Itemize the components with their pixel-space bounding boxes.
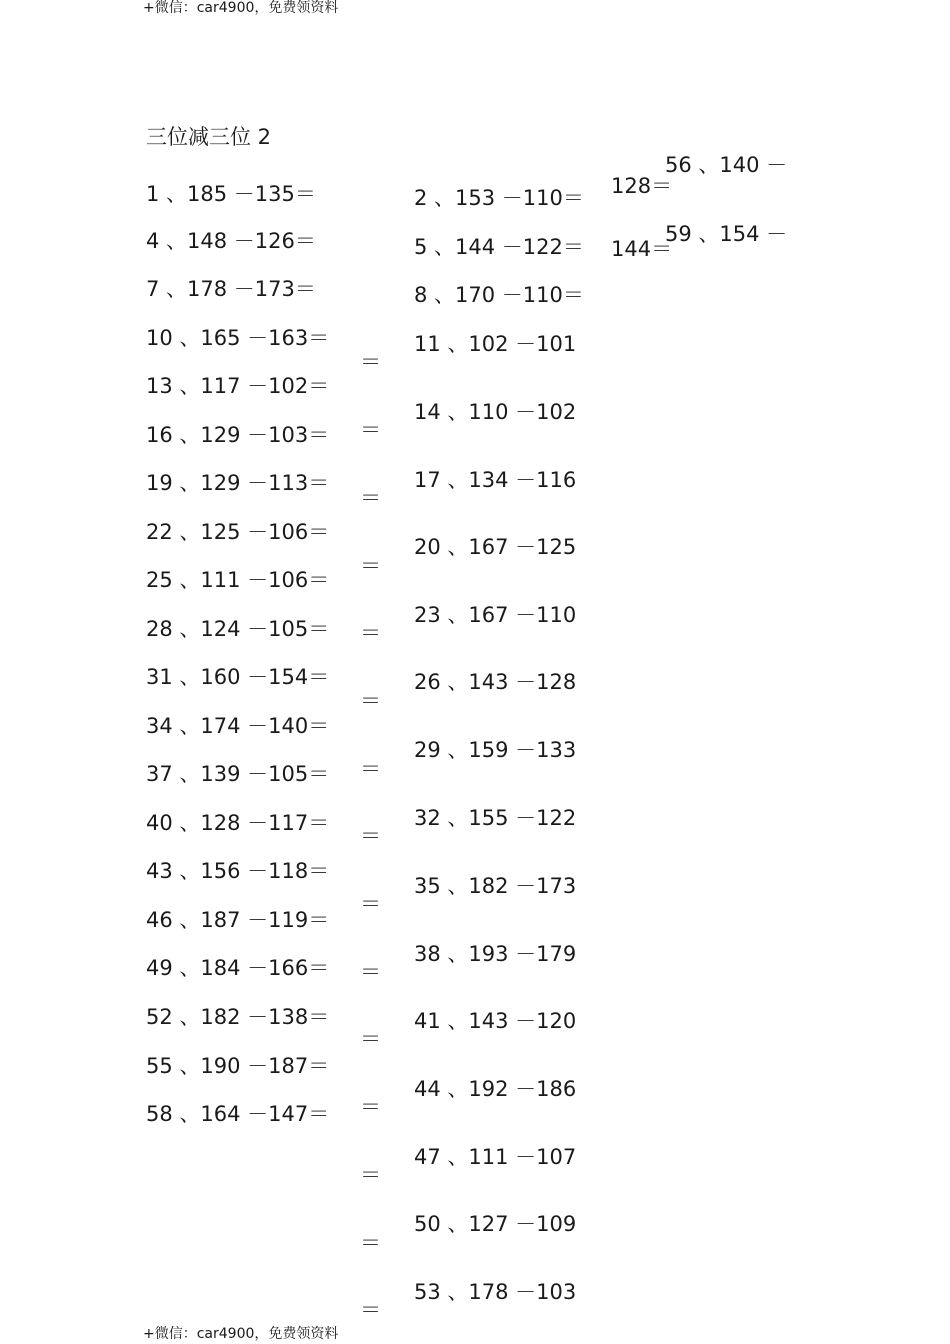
problem-46: 46 、187 －119＝	[146, 908, 330, 932]
equals-sign: ＝	[360, 486, 381, 510]
equals-sign: ＝	[360, 1231, 381, 1255]
problem-52: 52 、182 －138＝	[146, 1005, 330, 1029]
problem-40: 40 、128 －117＝	[146, 811, 330, 835]
problem-38: 38 、193 －179	[414, 942, 577, 966]
equals-sign: ＝	[360, 960, 381, 984]
header-watermark: +微信：car4900，免费领资料	[143, 0, 339, 16]
problem-53: 53 、178 －103	[414, 1280, 577, 1304]
problem-58: 58 、164 －147＝	[146, 1102, 330, 1126]
problem-20: 20 、167 －125	[414, 535, 577, 559]
problem-13: 13 、117 －102＝	[146, 374, 330, 398]
problem-10: 10 、165 －163＝	[146, 326, 330, 350]
problem-56-tail: 128＝	[611, 174, 673, 198]
problem-17: 17 、134 －116	[414, 468, 577, 492]
problem-4: 4 、148 －126＝	[146, 229, 316, 253]
problem-28: 28 、124 －105＝	[146, 617, 330, 641]
problem-22: 22 、125 －106＝	[146, 520, 330, 544]
equals-sign: ＝	[360, 1163, 381, 1187]
problem-5: 5 、144 －122＝	[414, 235, 584, 259]
problem-8: 8 、170 －110＝	[414, 283, 584, 307]
equals-sign: ＝	[360, 689, 381, 713]
problem-26: 26 、143 －128	[414, 670, 577, 694]
problem-44: 44 、192 －186	[414, 1077, 577, 1101]
problem-7: 7 、178 －173＝	[146, 277, 316, 301]
problem-50: 50 、127 －109	[414, 1212, 577, 1236]
footer-watermark: +微信：car4900，免费领资料	[143, 1326, 339, 1342]
equals-sign: ＝	[360, 824, 381, 848]
problem-16: 16 、129 －103＝	[146, 423, 330, 447]
problem-35: 35 、182 －173	[414, 874, 577, 898]
equals-sign: ＝	[360, 1095, 381, 1119]
equals-sign: ＝	[360, 554, 381, 578]
problem-59-head: 59 、154 －	[665, 222, 788, 246]
page-title: 三位减三位 2	[146, 125, 272, 149]
problem-49: 49 、184 －166＝	[146, 956, 330, 980]
problem-59-tail: 144＝	[611, 237, 673, 261]
problem-19: 19 、129 －113＝	[146, 471, 330, 495]
problem-29: 29 、159 －133	[414, 738, 577, 762]
problem-41: 41 、143 －120	[414, 1009, 577, 1033]
problem-37: 37 、139 －105＝	[146, 762, 330, 786]
problem-43: 43 、156 －118＝	[146, 859, 330, 883]
equals-sign: ＝	[360, 350, 381, 374]
equals-sign: ＝	[360, 1298, 381, 1322]
problem-47: 47 、111 －107	[414, 1145, 577, 1169]
problem-55: 55 、190 －187＝	[146, 1054, 330, 1078]
problem-14: 14 、110 －102	[414, 400, 577, 424]
equals-sign: ＝	[360, 1027, 381, 1051]
problem-1: 1 、185 －135＝	[146, 182, 316, 206]
problem-11: 11 、102 －101	[414, 332, 577, 356]
equals-sign: ＝	[360, 892, 381, 916]
problem-31: 31 、160 －154＝	[146, 665, 330, 689]
problem-56-head: 56 、140 －	[665, 153, 788, 177]
problem-25: 25 、111 －106＝	[146, 568, 330, 592]
problem-23: 23 、167 －110	[414, 603, 577, 627]
equals-sign: ＝	[360, 757, 381, 781]
problem-32: 32 、155 －122	[414, 806, 577, 830]
equals-sign: ＝	[360, 418, 381, 442]
problem-2: 2 、153 －110＝	[414, 186, 584, 210]
problem-34: 34 、174 －140＝	[146, 714, 330, 738]
equals-sign: ＝	[360, 621, 381, 645]
